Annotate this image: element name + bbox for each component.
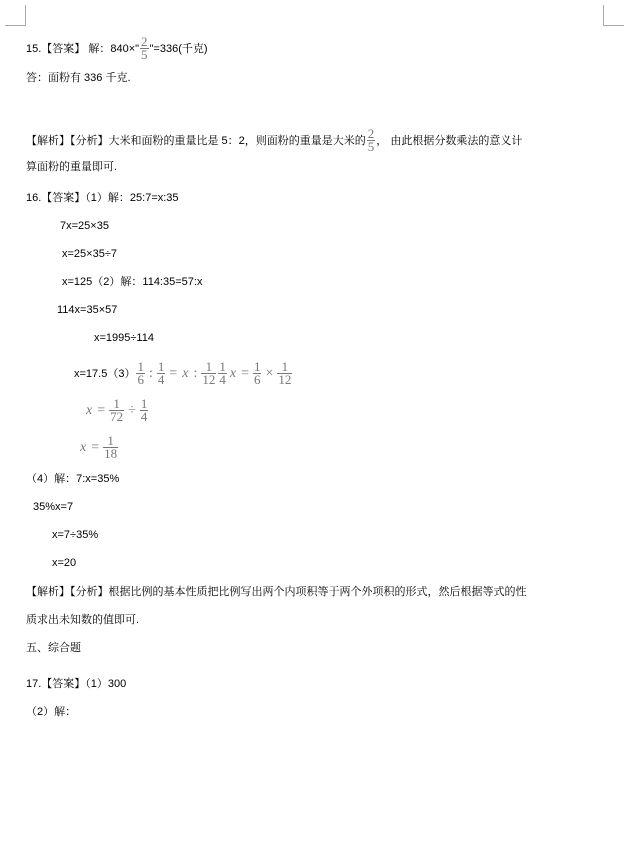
q15-analysis-line1 xyxy=(26,128,522,153)
q16-line1: 16.【答案】（1）解：25:7=x:35 xyxy=(26,192,179,204)
q16-step2: x=25×35÷7 xyxy=(62,248,117,260)
fraction xyxy=(157,361,166,386)
numerator: 1 xyxy=(205,359,213,374)
q17-line2: （2）解： xyxy=(26,706,77,718)
divide: ÷ xyxy=(128,402,136,418)
q16-part4: （4）解：7:x=35% xyxy=(26,473,120,485)
q16-analysis-line2: 质求出未知数的值即可. xyxy=(26,614,140,626)
variable-x: x xyxy=(182,365,189,381)
denominator: 4 xyxy=(140,409,148,424)
denominator: 12 xyxy=(202,372,216,387)
fraction xyxy=(218,361,227,386)
equals: = xyxy=(169,365,178,381)
numerator: 1 xyxy=(281,359,289,374)
q16-step4: 114x=35×57 xyxy=(57,304,118,316)
numerator: 1 xyxy=(137,359,144,374)
denominator: 5 xyxy=(367,139,375,154)
numerator: 1 xyxy=(107,433,114,448)
numerator: 1 xyxy=(113,396,120,411)
corner-mark-top-left xyxy=(5,5,26,26)
fraction xyxy=(109,398,124,423)
section-heading: 五、综合题 xyxy=(26,642,81,654)
q15-answer-text: 答：面粉有 336 千克. xyxy=(26,72,131,84)
q16-step6-prefix: x=17.5（3） xyxy=(74,367,136,380)
denominator: 12 xyxy=(278,372,292,387)
q16-step1: 7x=25×35 xyxy=(60,220,109,232)
q16-step3: x=125（2）解：114:35=57:x xyxy=(62,276,203,288)
q16-step5: x=1995÷114 xyxy=(94,332,154,344)
equals: = xyxy=(91,439,100,455)
denominator: 5 xyxy=(141,47,148,62)
fraction xyxy=(103,435,118,460)
q16-eq4 xyxy=(84,398,149,423)
q16-step6 xyxy=(74,361,293,386)
q15-answer-line xyxy=(26,36,208,61)
q15-analysis-prefix: 【解析】【分析】大米和面粉的重量比是 5：2，则面粉的重量是大米的 xyxy=(26,134,366,147)
fraction xyxy=(140,398,149,423)
q15-line1-suffix: "=336(千克) xyxy=(149,42,208,55)
q17-line1: 17.【答案】（1）300 xyxy=(26,678,127,690)
times: × xyxy=(265,365,274,381)
corner-mark-top-right xyxy=(603,5,624,26)
q15-analysis-suffix: ， 由此根据分数乘法的意义计 xyxy=(376,134,523,147)
fraction xyxy=(367,128,376,153)
q15-line1-prefix: 15.【答案】 解：840×" xyxy=(26,42,140,55)
denominator: 4 xyxy=(157,372,165,387)
numerator: 1 xyxy=(157,359,165,374)
q15-analysis-line2: 算面粉的重量即可. xyxy=(26,161,118,173)
denominator: 18 xyxy=(104,446,118,461)
fraction xyxy=(253,361,262,386)
equals: = xyxy=(241,365,249,381)
equals: = xyxy=(97,402,106,418)
fraction xyxy=(201,361,216,386)
q16-p4-step2: x=7÷35% xyxy=(52,529,99,541)
variable-x: x xyxy=(229,365,237,381)
colon: : xyxy=(148,365,153,381)
numerator: 1 xyxy=(219,359,226,374)
q16-eq5 xyxy=(78,435,119,460)
q16-analysis-line1: 【解析】【分析】根据比例的基本性质把比例写出两个内项积等于两个外项积的形式，然后根据等式的性 xyxy=(26,586,527,598)
numerator: 2 xyxy=(141,34,148,49)
fraction xyxy=(277,361,292,386)
fraction xyxy=(136,361,145,386)
variable-x: x xyxy=(86,402,93,418)
numerator: 2 xyxy=(367,126,375,141)
fraction xyxy=(140,36,149,61)
variable-x: x xyxy=(80,439,87,455)
denominator: 4 xyxy=(219,372,226,387)
q16-p4-step3: x=20 xyxy=(52,557,77,569)
colon: : xyxy=(193,365,198,381)
denominator: 72 xyxy=(110,409,124,424)
q16-p4-step1: 35%x=7 xyxy=(33,501,74,513)
numerator: 1 xyxy=(253,359,261,374)
denominator: 6 xyxy=(253,372,261,387)
numerator: 1 xyxy=(140,396,148,411)
denominator: 6 xyxy=(137,372,144,387)
